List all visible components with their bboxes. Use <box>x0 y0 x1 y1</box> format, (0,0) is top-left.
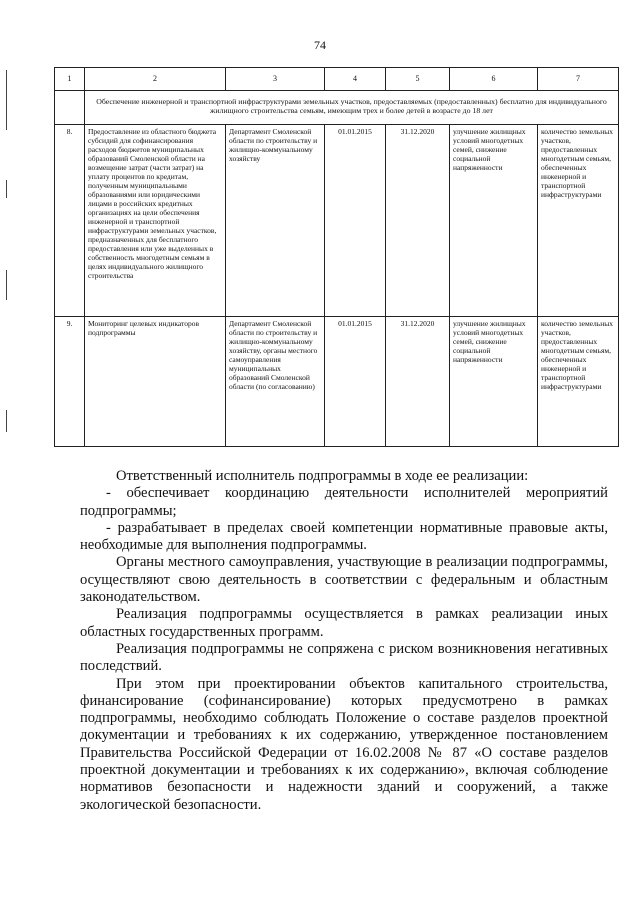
indicator-cell: количество земельных участков, предоставленных многодетным семьям, обеспеченных инженерной и транспортной инфраструктурами <box>538 316 619 446</box>
header-cell: 6 <box>450 68 538 91</box>
margin-scan-mark <box>6 30 10 530</box>
header-cell: 5 <box>386 68 450 91</box>
end-date-cell: 31.12.2020 <box>386 316 450 446</box>
header-cell: 4 <box>325 68 386 91</box>
paragraph: Органы местного самоуправления, участвующие в реализации подпрограммы, осуществляют свою деятельность в соответствии с федеральным и областным законодательством. <box>80 554 608 606</box>
result-cell: улучшение жилищных условий многодетных семей, снижение социальной напряженности <box>450 316 538 446</box>
measures-table <box>54 67 619 447</box>
header-cell: 1 <box>55 68 85 91</box>
paragraph: - обеспечивает координацию деятельности исполнителей мероприятий подпрограммы; <box>80 485 608 519</box>
paragraph: - разрабатывает в пределах своей компетенции нормативные правовые акты, необходимые для выполнения подпрограммы. <box>80 519 608 554</box>
header-cell: 3 <box>226 68 325 91</box>
table-header-row <box>55 68 619 91</box>
result-cell: улучшение жилищных условий многодетных семей, снижение социальной напряженности <box>450 124 538 316</box>
row-number: 8. <box>55 124 85 316</box>
body-text <box>80 468 608 814</box>
activity-cell: Мониторинг целевых индикаторов подпрограммы <box>85 316 226 446</box>
table-cell <box>55 91 85 125</box>
row-number: 9. <box>55 316 85 446</box>
paragraph: Ответственный исполнитель подпрограммы в ходе ее реализации: <box>116 468 529 484</box>
activity-cell: Предоставление из областного бюджета субсидий для софинансирования расходов бюджетов муниципальных образований Смоленской области на возмещение затрат (части затрат) на уплату процентов по кредитам, полученным муниципальными образованиями или юридическими лицами в российских кредитных организациях на цели обеспечения инженерной и транспортной инфраструктурами земельных участков, предназначенных для бесплатного предоставления или уже выделенных в собственность многодетным семьям в целях индивидуального жилищного строительства <box>85 124 226 316</box>
table-row <box>55 124 619 316</box>
header-cell: 7 <box>538 68 619 91</box>
end-date-cell: 31.12.2020 <box>386 124 450 316</box>
table-row <box>55 316 619 446</box>
executor-cell: Департамент Смоленской области по строительству и жилищно-коммунальному хозяйству, органы местного самоуправления муниципальных образований Смоленской области (по согласованию) <box>226 316 325 446</box>
section-title-row <box>55 91 619 125</box>
start-date-cell: 01.01.2015 <box>325 124 386 316</box>
paragraph: При этом при проектировании объектов капитального строительства, финансирование (софинансирование) которых предусмотрено в рамках подпрограммы, необходимо соблюдать Положение о составе разделов проектной документации и требованиях к их содержанию, утвержденное постановлением Правительства Российской Федерации от 16.02.2008 № 87 «О составе разделов проектной документации и требованиях к их содержанию», включая соблюдение нормативов безопасности и надежности зданий и сооружений, а также экологической безопасности. <box>80 675 608 813</box>
paragraph: Реализация подпрограммы осуществляется в рамках реализации иных областных государственных программ. <box>80 606 608 640</box>
start-date-cell: 01.01.2015 <box>325 316 386 446</box>
indicator-cell: количество земельных участков, предоставленных многодетным семьям, обеспеченных инженерной и транспортной инфраструктурами <box>538 124 619 316</box>
paragraph: Реализация подпрограммы не сопряжена с риском возникновения негативных последствий. <box>80 640 608 675</box>
header-cell: 2 <box>85 68 226 91</box>
section-title: Обеспечение инженерной и транспортной инфраструктурами земельных участков, предоставляемых (предоставленных) бесплатно для индивидуального жилищного строительства семьям, имеющим трех и более детей в возрасте до 18 лет <box>85 91 619 125</box>
executor-cell: Департамент Смоленской области по строительству и жилищно-коммунальному хозяйству <box>226 124 325 316</box>
page-number: 74 <box>314 38 326 52</box>
